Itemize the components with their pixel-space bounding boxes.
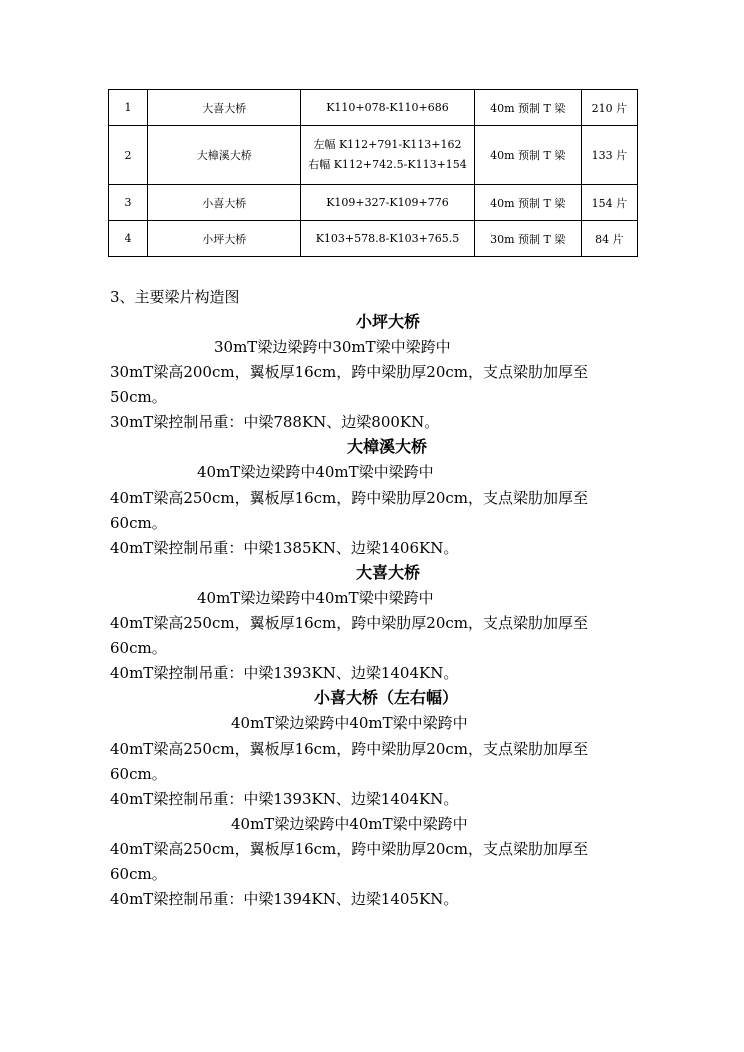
row-number: 3 [109, 185, 148, 221]
beam-description: 30mT梁高200cm，翼板厚16cm，跨中梁肋厚20cm，支点梁肋加厚至 [110, 363, 588, 381]
bridge-heading: 大樟溪大桥 [347, 437, 428, 456]
beam-description: 40mT梁高250cm，翼板厚16cm，跨中梁肋厚20cm，支点梁肋加厚至 [110, 840, 588, 858]
station-line: K110+078-K110+686 [326, 100, 449, 114]
lifting-load: 40mT梁控制吊重：中梁1385KN、边梁1406KN。 [110, 539, 459, 557]
table-row [109, 126, 638, 185]
table-row [109, 90, 638, 126]
bridge-name: 小坪大桥 [148, 221, 301, 257]
beam-type: 40m 预制 T 梁 [474, 185, 581, 221]
row-number: 2 [109, 126, 148, 185]
station-line: 左幅 K112+791-K113+162 [313, 138, 462, 151]
beam-count: 133 片 [581, 126, 637, 185]
station-range [301, 185, 474, 221]
bridge-heading: 大喜大桥 [356, 563, 421, 582]
lifting-load: 40mT梁控制吊重：中梁1393KN、边梁1404KN。 [110, 664, 459, 682]
drawing-caption: 40mT梁边梁跨中40mT梁中梁跨中 [197, 589, 434, 607]
bridge-heading: 小坪大桥 [356, 312, 421, 331]
beam-description: 40mT梁高250cm，翼板厚16cm，跨中梁肋厚20cm，支点梁肋加厚至 [110, 489, 588, 507]
beam-description-cont: 60cm。 [110, 639, 167, 657]
lifting-load: 40mT梁控制吊重：中梁1393KN、边梁1404KN。 [110, 790, 459, 808]
row-number: 4 [109, 221, 148, 257]
lifting-load: 30mT梁控制吊重：中梁788KN、边梁800KN。 [110, 413, 440, 431]
beam-description-cont: 60cm。 [110, 865, 167, 883]
beam-description-cont: 50cm。 [110, 388, 167, 406]
beam-count: 84 片 [581, 221, 637, 257]
drawing-caption: 40mT梁边梁跨中40mT梁中梁跨中 [231, 815, 468, 833]
drawing-caption: 40mT梁边梁跨中40mT梁中梁跨中 [231, 714, 468, 732]
bridge-table [108, 89, 638, 257]
beam-description-cont: 60cm。 [110, 514, 167, 532]
drawing-caption: 40mT梁边梁跨中40mT梁中梁跨中 [197, 463, 434, 481]
beam-description-cont: 60cm。 [110, 765, 167, 783]
bridge-name: 大樟溪大桥 [148, 126, 301, 185]
bridge-name: 大喜大桥 [148, 90, 301, 126]
station-line: K109+327-K109+776 [326, 195, 449, 209]
station-range [301, 90, 474, 126]
station-range [301, 126, 474, 185]
station-range [301, 221, 474, 257]
table-row [109, 185, 638, 221]
bridge-name: 小喜大桥 [148, 185, 301, 221]
beam-type: 40m 预制 T 梁 [474, 126, 581, 185]
lifting-load: 40mT梁控制吊重：中梁1394KN、边梁1405KN。 [110, 890, 459, 908]
drawing-caption: 30mT梁边梁跨中30mT梁中梁跨中 [214, 338, 451, 356]
row-number: 1 [109, 90, 148, 126]
beam-description: 40mT梁高250cm，翼板厚16cm，跨中梁肋厚20cm，支点梁肋加厚至 [110, 740, 588, 758]
beam-count: 154 片 [581, 185, 637, 221]
section-title: 3、主要梁片构造图 [110, 288, 240, 306]
beam-description: 40mT梁高250cm，翼板厚16cm，跨中梁肋厚20cm，支点梁肋加厚至 [110, 614, 588, 632]
beam-type: 40m 预制 T 梁 [474, 90, 581, 126]
beam-count: 210 片 [581, 90, 637, 126]
beam-type: 30m 预制 T 梁 [474, 221, 581, 257]
station-line: 右幅 K112+742.5-K113+154 [308, 158, 467, 171]
table-row [109, 221, 638, 257]
bridge-heading: 小喜大桥（左右幅） [314, 688, 459, 707]
station-line: K103+578.8-K103+765.5 [315, 231, 460, 245]
